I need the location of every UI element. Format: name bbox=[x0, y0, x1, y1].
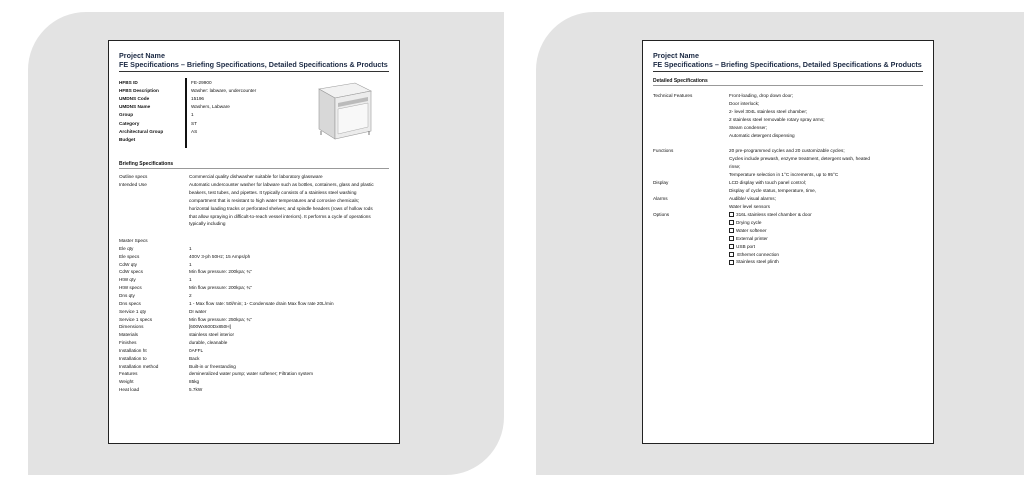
row-label: Intended Use bbox=[119, 181, 147, 187]
option-item bbox=[729, 243, 919, 251]
id-label: Category bbox=[119, 120, 140, 126]
row-label: Display bbox=[653, 180, 669, 185]
id-value: 1 bbox=[191, 112, 194, 118]
spec-label: Finishes bbox=[119, 340, 137, 346]
option-item bbox=[729, 227, 919, 235]
alarm-line: Water level sensors bbox=[729, 203, 770, 209]
document-subtitle: FE Specifications – Briefing Specifications, Detailed Specifications & Products bbox=[653, 60, 922, 69]
spec-value: durable, cleanable bbox=[189, 340, 228, 346]
option-item bbox=[729, 258, 919, 266]
spec-label: Service 1 specs bbox=[119, 316, 153, 322]
checkbox-icon bbox=[729, 260, 734, 265]
spec-value: 85kg bbox=[189, 379, 200, 385]
row-label: Functions bbox=[653, 148, 674, 153]
option-label: Stainless steel plinth bbox=[736, 259, 779, 265]
checkbox-icon bbox=[729, 236, 734, 241]
feature-line: Door interlock; bbox=[729, 100, 760, 106]
spec-value: Min flow pressure: 250kpa; ¾" bbox=[189, 316, 252, 322]
spec-label: Dimensions bbox=[119, 324, 144, 330]
project-name: Project Name bbox=[119, 51, 165, 60]
spec-label: Ele specs bbox=[119, 253, 140, 259]
option-label: Water softener bbox=[736, 227, 767, 233]
spec-value: 1 bbox=[189, 261, 192, 267]
spec-value: demineralized water pump; water softener; Filtration system bbox=[189, 371, 314, 377]
page-title bbox=[119, 51, 388, 69]
id-value: Washers, Labware bbox=[191, 104, 230, 110]
row-label: Alarms bbox=[653, 196, 668, 201]
function-line: 20 pre-programmed cycles and 20 customizable cycles; bbox=[729, 148, 845, 153]
option-item bbox=[729, 235, 919, 243]
spec-label: Master Specs bbox=[119, 238, 148, 243]
alarm-line: Audible/ visual alarms; bbox=[729, 196, 776, 201]
function-line: Cycles include prewash, enzyme treatment, detergent wash, heated bbox=[729, 155, 870, 161]
spec-value: Built-in or freestanding bbox=[189, 363, 236, 369]
option-item bbox=[729, 211, 919, 219]
option-label: Drying cycle bbox=[736, 219, 762, 225]
section-divider bbox=[653, 85, 923, 86]
options-list bbox=[729, 211, 919, 266]
spec-label: HtW specs bbox=[119, 285, 142, 291]
page-title bbox=[653, 51, 922, 69]
spec-value: 400V 3-ph 50Hz; 15 Amps/ph bbox=[189, 253, 251, 259]
function-line: Temperature selection in 1°C increments, up to 95°C bbox=[729, 171, 839, 177]
option-label: Ethernet connection bbox=[736, 251, 779, 257]
spec-page-1 bbox=[108, 40, 400, 444]
spec-label: Features bbox=[119, 371, 138, 377]
section-divider bbox=[119, 168, 389, 169]
row-value bbox=[729, 92, 919, 139]
feature-line: Front-loading, drop down door; bbox=[729, 93, 794, 98]
option-item bbox=[729, 219, 919, 227]
spec-value: stainless steel interior bbox=[189, 332, 235, 338]
spec-label: Service 1 qty bbox=[119, 308, 147, 314]
spec-label: CdW qty bbox=[119, 261, 137, 267]
option-label: 316L stainless steel chamber & door bbox=[736, 212, 812, 217]
checkbox-icon bbox=[729, 252, 734, 257]
spec-label: Heat load bbox=[119, 387, 140, 393]
id-label: HFBS Description bbox=[119, 88, 159, 94]
id-label: Budget bbox=[119, 136, 136, 142]
feature-line: Steam condenser; bbox=[729, 124, 768, 130]
spec-value: 5.7kW bbox=[189, 387, 203, 393]
id-value: AS bbox=[191, 128, 198, 134]
row-value: Automatic undercounter washer for labware such as bottles, containers, glass and plastic beakers, test tubes, and pipettes. It typically consists of a stainless steel washing compartment that is resistant to high water temperatures and corrosive chemicals; horizontal loading tracks or perforated shelves; and spindle headers (rows of hollow rods that allow spraying in difficult-to-reach vessel interiors). It performs a cycle of operations typically including bbox=[189, 181, 374, 227]
spec-label: Ele qty bbox=[119, 245, 134, 251]
spec-value: Back bbox=[189, 355, 200, 361]
project-name: Project Name bbox=[653, 51, 699, 60]
option-label: USB port bbox=[736, 243, 756, 249]
title-divider bbox=[119, 71, 389, 72]
briefing-section-title: Briefing Specifications bbox=[119, 161, 174, 167]
option-label: External printer bbox=[736, 235, 768, 241]
feature-line: Automatic detergent dispensing bbox=[729, 132, 795, 138]
feature-line: 2- level 304L stainless steel chamber; bbox=[729, 108, 808, 114]
feature-line: 2 stainless steel removable rotary spray arms; bbox=[729, 116, 825, 122]
spec-value: Min flow pressure: 200kpa; ¾" bbox=[189, 269, 252, 275]
id-label: Architectural Group bbox=[119, 128, 164, 134]
checkbox-icon bbox=[729, 212, 734, 217]
function-line: rinse; bbox=[729, 163, 741, 169]
id-table-bar bbox=[185, 78, 187, 148]
row-label: Outline specs bbox=[119, 174, 148, 179]
spec-label: Installation to bbox=[119, 355, 147, 361]
spec-value: 0AFFL bbox=[189, 347, 204, 353]
spec-value: 2 bbox=[189, 292, 192, 298]
id-value: Washer: labware, undercounter bbox=[191, 88, 257, 94]
row-label: Options bbox=[653, 212, 670, 217]
spec-label: Dns specs bbox=[119, 300, 141, 306]
row-value bbox=[729, 147, 919, 179]
spec-value: DI water bbox=[189, 308, 207, 314]
option-item bbox=[729, 251, 919, 259]
row-label: Technical Features bbox=[653, 93, 693, 98]
display-line: LCD display with touch panel control; bbox=[729, 180, 807, 185]
row-value: Commercial quality dishwasher suitable for laboratory glassware bbox=[189, 174, 323, 179]
washer-product-image bbox=[305, 79, 375, 143]
checkbox-icon bbox=[729, 220, 734, 225]
spec-value: 1 bbox=[189, 245, 192, 251]
spec-value: 1 bbox=[189, 277, 192, 283]
checkbox-icon bbox=[729, 228, 734, 233]
id-label: UMDNS Code bbox=[119, 96, 150, 102]
row-value bbox=[729, 179, 919, 195]
spec-label: Weight bbox=[119, 379, 134, 385]
display-line: Display of cycle status, temperature, time, bbox=[729, 187, 817, 193]
spec-value: [600Wx600Dx850H] bbox=[189, 324, 231, 330]
spec-label: CdW specs bbox=[119, 269, 143, 275]
id-label: HFBS ID bbox=[119, 80, 138, 85]
spec-label: Installation method bbox=[119, 363, 159, 369]
spec-label: Installation ht bbox=[119, 347, 147, 353]
id-value: ST bbox=[191, 120, 197, 126]
row-value bbox=[729, 195, 919, 211]
spec-value: Min flow pressure: 200kpa; ¾" bbox=[189, 285, 252, 291]
id-label: Group bbox=[119, 112, 134, 118]
id-value: FE-29900 bbox=[191, 80, 212, 85]
spec-label: Materials bbox=[119, 332, 139, 338]
spec-value: 1 - Max flow rate: 50l/min; 1- Condensate drain Max flow rate 20L/min bbox=[189, 300, 334, 306]
title-divider bbox=[653, 71, 923, 72]
document-subtitle: FE Specifications – Briefing Specifications, Detailed Specifications & Products bbox=[119, 60, 388, 69]
spec-label: Dns qty bbox=[119, 292, 135, 298]
spec-page-2 bbox=[642, 40, 934, 444]
checkbox-icon bbox=[729, 244, 734, 249]
id-value: 15196 bbox=[191, 96, 205, 102]
id-label: UMDNS Name bbox=[119, 104, 151, 110]
spec-label: HtW qty bbox=[119, 277, 136, 283]
detailed-section-title: Detailed Specifications bbox=[653, 78, 708, 84]
